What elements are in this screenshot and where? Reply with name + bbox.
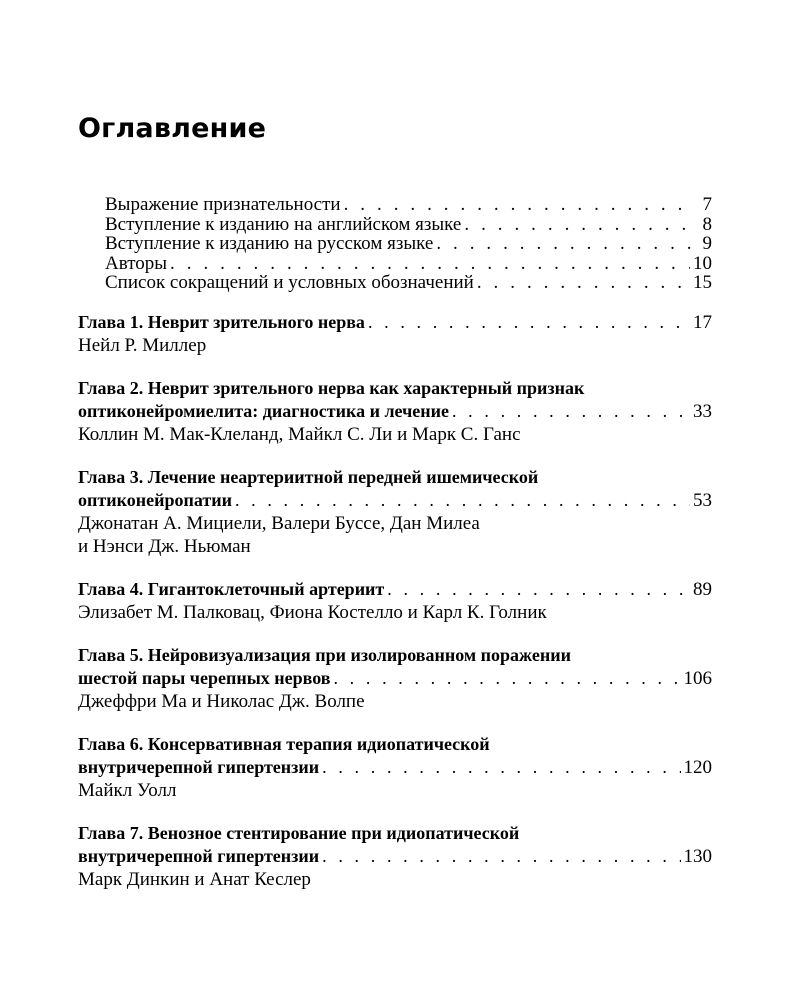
chapter-title-line [78,578,712,601]
chapter-page: 120 [683,757,712,778]
dot-leader [387,578,690,601]
toc-entry-page: 10 [693,252,712,274]
dot-leader [477,273,690,293]
dot-leader [333,667,680,690]
toc-entry[interactable] [105,273,712,293]
toc-entry-page: 15 [693,272,712,293]
dot-leader [436,234,693,254]
chapter-entry[interactable] [78,311,712,357]
dot-leader [344,195,693,215]
chapter-entry[interactable] [78,644,712,713]
chapter-title: Глава 3. Лечение неартериитной передней ишемической [78,467,539,487]
chapter-title-line [78,756,712,779]
chapter-entry[interactable] [78,733,712,802]
chapter-authors: Джонатан А. Мициели, Валери Буссе, Дан Милеа [78,513,480,534]
chapter-title-continued: внутричерепной гипертензии [78,757,320,777]
chapter-page: 106 [683,668,712,689]
chapter-entry[interactable] [78,822,712,891]
chapter-title-continued: оптиконейропатии [78,490,232,510]
toc-entry-title: Список сокращений и условных обозначений [105,272,474,293]
dot-leader [322,845,680,868]
toc-entry-title: Вступление к изданию на английском языке [105,213,462,235]
chapter-title: Глава 4. Гигантоклеточный артериит [78,579,385,599]
dot-leader [235,489,690,512]
chapter-authors: Майкл Уолл [78,780,177,801]
chapter-title-continued: внутричерепной гипертензии [78,846,320,866]
dot-leader [322,756,680,779]
front-matter-list [105,195,712,293]
chapter-title-line [78,400,712,423]
chapter-title: Глава 2. Неврит зрительного нерва как характерный признак [78,378,585,398]
chapter-page: 17 [693,312,712,333]
chapter-authors: Коллин М. Мак-Клеланд, Майкл С. Ли и Марк С. Ганс [78,424,521,445]
chapter-title-line [78,489,712,512]
chapter-page: 130 [683,846,712,867]
chapter-list [78,311,712,911]
chapter-title-continued: шестой пары черепных нервов [78,668,331,688]
toc-entry-title: Авторы [105,252,168,274]
dot-leader [170,254,690,274]
chapter-title: Глава 1. Неврит зрительного нерва [78,312,365,332]
toc-entry[interactable] [105,195,712,215]
chapter-title-line [78,311,712,334]
dot-leader [368,311,690,334]
chapter-title: Глава 6. Консервативная терапия идиопатической [78,734,490,754]
page-title: Оглавление [78,113,267,144]
chapter-authors: Марк Динкин и Анат Кеслер [78,869,311,890]
chapter-entry[interactable] [78,377,712,446]
chapter-authors-continued: и Нэнси Дж. Ньюман [78,536,251,557]
chapter-authors: Элизабет М. Палковац, Фиона Костелло и Карл К. Голник [78,602,547,623]
toc-entry-title: Выражение признательности [105,194,341,215]
toc-entry[interactable] [105,254,712,274]
dot-leader [452,400,690,423]
chapter-authors: Джеффри Ма и Николас Дж. Волпе [78,691,365,712]
toc-entry-page: 7 [702,194,712,215]
toc-entry-page: 8 [702,213,712,235]
chapter-title-line [78,845,712,868]
toc-entry[interactable] [105,234,712,254]
chapter-title: Глава 5. Нейровизуализация при изолированном поражении [78,645,571,665]
chapter-entry[interactable] [78,466,712,558]
dot-leader [464,215,693,235]
chapter-page: 53 [693,490,712,511]
chapter-authors: Нейл Р. Миллер [78,335,207,356]
chapter-title-continued: оптиконейромиелита: диагностика и лечение [78,401,449,421]
toc-entry-title: Вступление к изданию на русском языке [105,233,434,254]
chapter-entry[interactable] [78,578,712,624]
toc-entry[interactable] [105,215,712,235]
chapter-title-line [78,667,712,690]
chapter-page: 89 [693,579,712,600]
chapter-title: Глава 7. Венозное стентирование при идиопатической [78,823,520,843]
chapter-page: 33 [693,401,712,422]
toc-entry-page: 9 [702,233,712,254]
